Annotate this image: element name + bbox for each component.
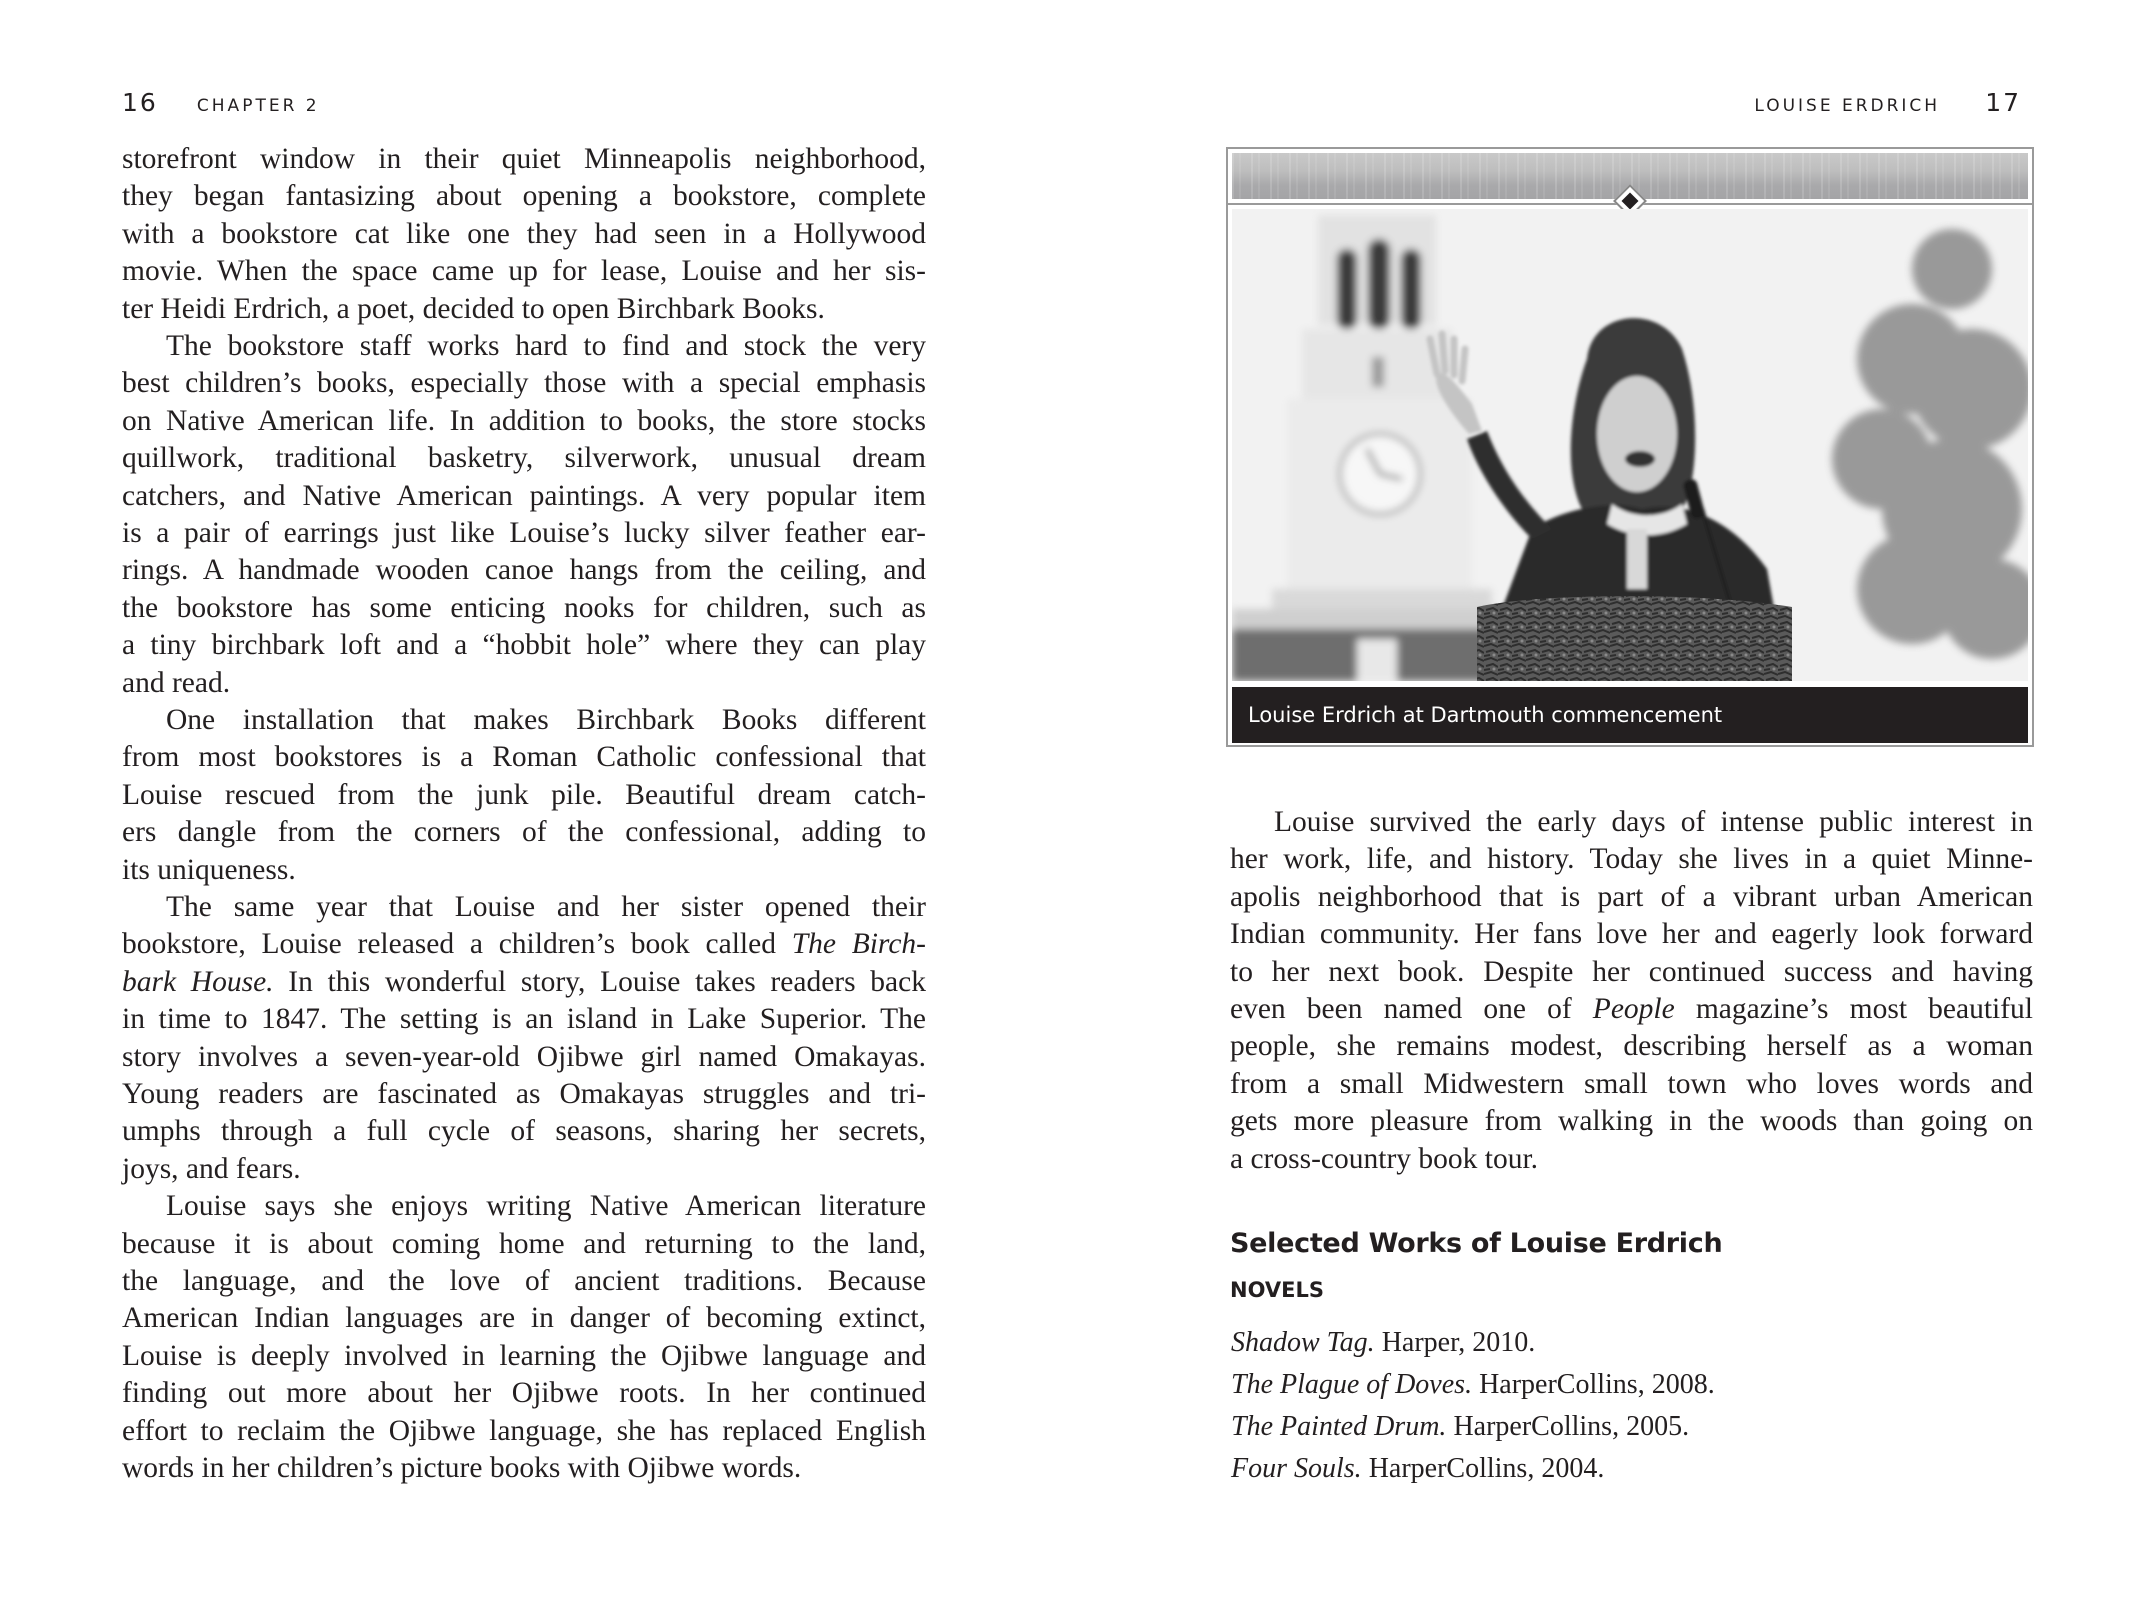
text-line: story involves a seven-year-old Ojibwe girl named Omakayas. [122,1040,926,1073]
text-line: American Indian languages are in danger of becoming extinct, [122,1302,926,1335]
text-line: finding out more about her Ojibwe roots. In her continued [122,1377,926,1410]
text-line: its uniqueness. [122,853,296,886]
text-line: movie. When the space came up for lease, Louise and her sis- [122,255,926,288]
text-line: to her next book. Despite her continued success and having [1230,955,2033,988]
text-line: One installation that makes Birchbark Books different [166,704,926,736]
text-line: and read. [122,666,231,699]
text-line: from most bookstores is a Roman Catholic confessional that [122,741,926,774]
text-line: best children’s books, especially those with a special emphasis [122,367,926,400]
photo-caption: Louise Erdrich at Dartmouth commencement [1232,687,2028,743]
text-line: in time to 1847. The setting is an island in Lake Superior. The [122,1003,926,1036]
text-line: ter Heidi Erdrich, a poet, decided to open Birchbark Books. [122,292,825,325]
text-line: The bookstore staff works hard to find and stock the very [166,330,926,362]
chapter-label: CHAPTER 2 [196,96,320,116]
text-line: bookstore, Louise released a children’s book called The Birch- [122,928,926,961]
selected-works-heading: Selected Works of Louise Erdrich [1230,1228,1723,1259]
text-line: Louise survived the early days of intense public interest in [1274,806,2033,838]
works-list [1231,1322,1715,1490]
work-item: The Painted Drum. HarperCollins, 2005. [1231,1411,1690,1442]
left-page-number: 16 [122,88,158,117]
right-running-head [1754,88,2021,117]
text-line: rings. A handmade wooden canoe hangs from the ceiling, and [122,554,926,587]
text-line: Louise is deeply involved in learning the Ojibwe language and [122,1339,926,1372]
text-line: storefront window in their quiet Minneapolis neighborhood, [122,143,926,175]
text-line: quillwork, traditional basketry, silverwork, unusual dream [122,442,926,475]
text-line: from a small Midwestern small town who loves words and [1230,1067,2033,1100]
work-title: Shadow Tag. [1231,1327,1375,1358]
text-line: is a pair of earrings just like Louise’s lucky silver feather ear- [122,517,926,549]
work-item: Four Souls. HarperCollins, 2004. [1231,1453,1605,1484]
text-line: The same year that Louise and her sister opened their [166,891,926,923]
author-running-title: LOUISE ERDRICH [1754,96,1941,116]
text-line: umphs through a full cycle of seasons, sharing her secrets, [122,1115,926,1148]
text-line: on Native American life. In addition to books, the store stocks [122,404,926,437]
text-line: catchers, and Native American paintings. A very popular item [122,479,926,512]
text-line: Indian community. Her fans love her and eagerly look forward [1230,918,2033,951]
text-line: Young readers are fascinated as Omakayas struggles and tri- [122,1078,926,1110]
author-photo [1232,209,2028,681]
text-line: a cross-country book tour. [1230,1142,1539,1175]
text-line: with a bookstore cat like one they had seen in a Hollywood [122,217,926,250]
work-title: The Plague of Doves. [1231,1369,1473,1400]
text-line: the bookstore has some enticing nooks for children, such as [122,591,926,624]
text-line: Louise says she enjoys writing Native American literature [166,1190,926,1223]
text-line: gets more pleasure from walking in the woods than going on [1230,1105,2033,1138]
right-page-number: 17 [1985,88,2021,117]
text-line: her work, life, and history. Today she lives in a quiet Minne- [1230,843,2033,876]
text-line: even been named one of People magazine’s most beautiful [1230,993,2033,1025]
left-running-head [122,88,320,117]
text-line: a tiny birchbark loft and a “hobbit hole” where they can play [122,629,926,662]
text-line: because it is about coming home and returning to the land, [122,1227,926,1260]
text-line: bark House. In this wonderful story, Louise takes readers back [122,965,926,998]
photo-illustration [1232,209,2028,681]
photo-figure [1226,147,2034,747]
work-item: The Plague of Doves. HarperCollins, 2008. [1231,1369,1715,1400]
text-line: they began fantasizing about opening a bookstore, complete [122,180,926,213]
text-line: people, she remains modest, describing herself as a woman [1230,1030,2033,1063]
text-line: words in her children’s picture books with Ojibwe words. [122,1452,802,1484]
novels-subheading: NOVELS [1230,1278,1324,1302]
text-line: ers dangle from the corners of the confessional, adding to [122,816,926,849]
work-title: Four Souls. [1231,1453,1362,1484]
text-line: apolis neighborhood that is part of a vibrant urban American [1230,880,2033,913]
text-line: Louise rescued from the junk pile. Beautiful dream catch- [122,778,926,811]
text-line: effort to reclaim the Ojibwe language, she has replaced English [122,1414,926,1447]
work-item: Shadow Tag. Harper, 2010. [1231,1327,1536,1358]
text-line: joys, and fears. [122,1152,301,1185]
work-title: The Painted Drum. [1231,1411,1447,1442]
text-line: the language, and the love of ancient traditions. Because [122,1265,926,1297]
